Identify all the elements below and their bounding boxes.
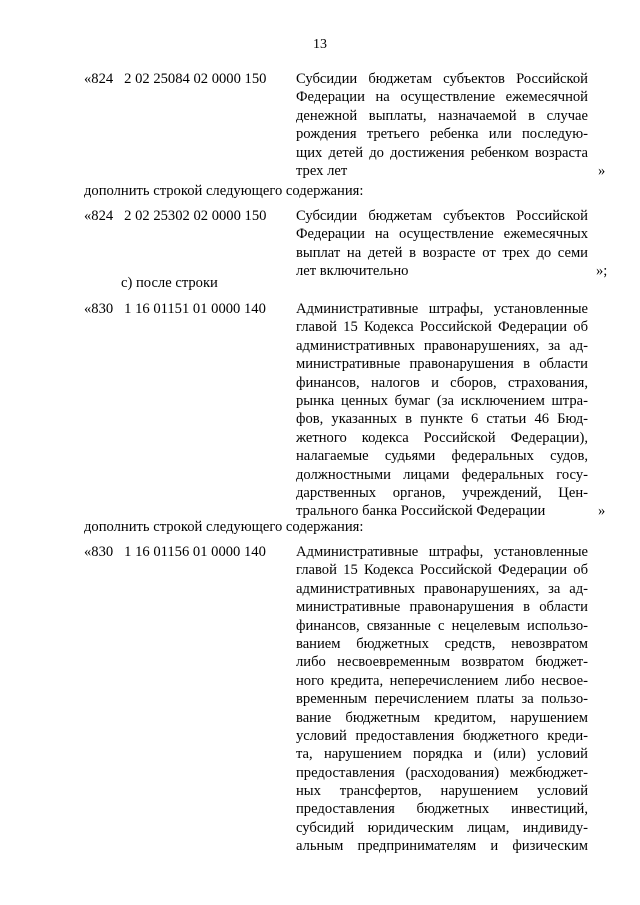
description-line: лет включительно	[296, 263, 409, 280]
description-line: административных правонарушениях, за ад-	[296, 580, 588, 597]
description-line: Федерации на осуществление ежемесячных	[296, 226, 588, 243]
description-line: щих детей до достижения ребенком возраста	[296, 144, 588, 161]
description-line: административных правонарушениях, за ад-	[296, 337, 588, 354]
entry-code: «824 2 02 25302 02 0000 150	[84, 208, 267, 224]
description-line: дарственных органов, учреждений, Цен-	[296, 484, 588, 501]
description-line: вание бюджетным кредитом, нарушением	[296, 709, 588, 726]
entry-code: «830 1 16 01151 01 0000 140	[84, 301, 266, 317]
description-line: Административные штрафы, установленные	[296, 301, 588, 317]
description-line: трех лет	[296, 162, 348, 179]
description-line: трального банка Российской Федерации	[296, 503, 546, 520]
description-line: либо несвоевременным возвратом бюджет-	[296, 654, 588, 671]
description-line: финансов, налогов и сборов, страхования,	[296, 374, 588, 391]
description-line: условий предоставления бюджетного креди-	[296, 727, 588, 744]
description-line: та, нарушением порядка и (или) условий	[296, 746, 588, 763]
description-line: временным перечислением платы за пользо-	[296, 691, 588, 708]
description-line: Субсидии бюджетам субъектов Российской	[296, 208, 588, 224]
description-line: министративные правонарушения в области	[296, 599, 588, 616]
description-line: предоставления (расходования) межбюджет-	[296, 764, 588, 781]
description-line: субсидий юридическим лицам, индивиду-	[296, 819, 588, 836]
closing-quote: »;	[596, 263, 608, 279]
description-line: налагаемые судьями федеральных судов,	[296, 448, 588, 465]
closing-quote: »	[598, 163, 606, 179]
description-line: ных трансфертов, нарушением условий	[296, 783, 588, 800]
description-line: министративные правонарушения в области	[296, 356, 588, 373]
entry-description	[296, 543, 588, 856]
description-line: жетного кодекса Российской Федерации),	[296, 429, 588, 446]
instruction-add-row: дополнить строкой следующего содержания:	[84, 519, 364, 535]
entry-code: «824 2 02 25084 02 0000 150	[84, 71, 267, 87]
description-line: фов, указанных в пункте 6 статьи 46 Бюд-	[296, 411, 588, 428]
description-line: финансов, связанные с нецелевым использо-	[296, 617, 588, 634]
page-number: 13	[313, 37, 327, 52]
description-line: Федерации на осуществление ежемесячной	[296, 89, 588, 106]
entry-code: «830 1 16 01156 01 0000 140	[84, 544, 266, 560]
entry-description	[296, 207, 588, 281]
description-line: должностными лицами федеральных госу-	[296, 466, 588, 483]
description-line: ванием бюджетных средств, невозвратом	[296, 635, 588, 652]
entry-description	[296, 300, 588, 521]
description-line: денежной выплаты, назначаемой в случае	[296, 107, 588, 124]
description-line: главой 15 Кодекса Российской Федерации об	[296, 319, 588, 336]
closing-quote: »	[598, 503, 606, 519]
description-line: Субсидии бюджетам субъектов Российской	[296, 71, 588, 87]
description-line: альным предпринимателям и физическим	[296, 838, 588, 855]
instruction-add-row: дополнить строкой следующего содержания:	[84, 183, 364, 199]
instruction-after-row: с) после строки	[121, 275, 218, 291]
entry-description	[296, 70, 588, 180]
description-line: предоставления бюджетных инвестиций,	[296, 801, 588, 818]
description-line: Административные штрафы, установленные	[296, 544, 588, 560]
description-line: рынка ценных бумаг (за исключением штра-	[296, 392, 588, 409]
description-line: ного кредита, неперечислением либо несвое-	[296, 672, 588, 689]
description-line: главой 15 Кодекса Российской Федерации об	[296, 562, 588, 579]
description-line: выплат на детей в возрасте от трех до семи	[296, 244, 588, 261]
description-line: рождения третьего ребенка или последую-	[296, 126, 588, 143]
